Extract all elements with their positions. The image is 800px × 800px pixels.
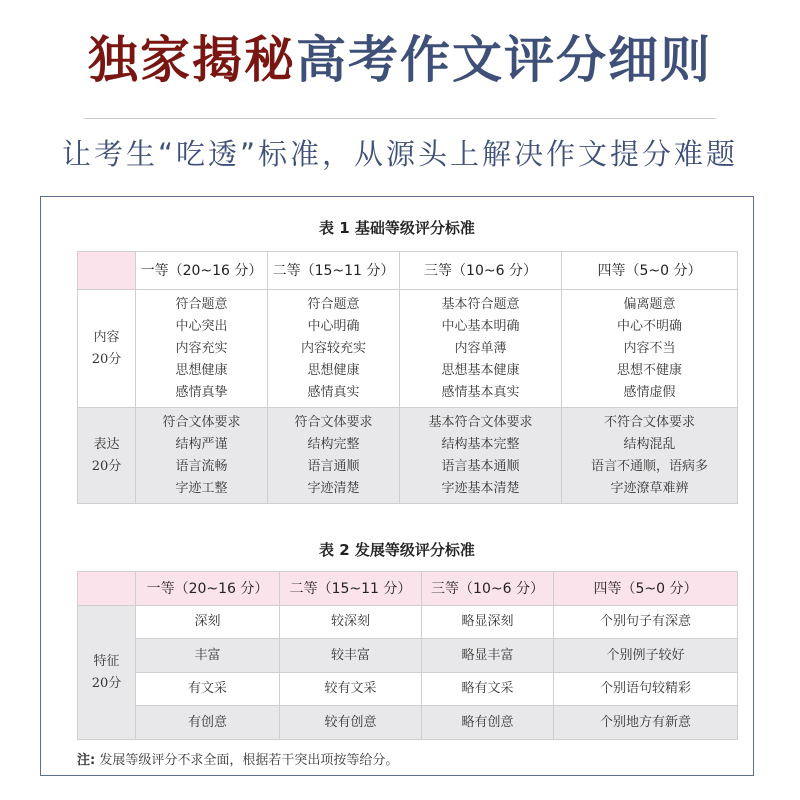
subtitle: 让考生“吃透”标准，从源头上解决作文提分难题 [61, 137, 739, 171]
table2-cell: 较丰富 [280, 639, 422, 673]
table1-row-label-content: 内容 20分 [78, 290, 136, 408]
table1-row-expression [78, 408, 738, 504]
table1-corner [78, 252, 136, 290]
table2-cell: 个别例子较好 [554, 639, 738, 673]
table2-cell: 个别地方有新意 [554, 706, 738, 740]
table1-cell: 基本符合文体要求 结构基本完整 语言基本通顺 字迹基本清楚 [400, 408, 562, 504]
table2-cell: 较有创意 [280, 706, 422, 740]
table1 [77, 251, 738, 504]
table2-corner [78, 572, 136, 606]
table2-col-1: 一等（20~16 分） [136, 572, 280, 606]
table2-row [78, 706, 738, 740]
table1-caption: 表 1 基础等级评分标准 [319, 219, 475, 237]
table1-cell: 不符合文体要求 结构混乱 语言不通顺，语病多 字迹潦草难辨 [562, 408, 738, 504]
table2-cell: 略有文采 [422, 673, 554, 706]
table2-row [78, 673, 738, 706]
title-red-part: 独家揭秘 [88, 30, 296, 89]
table1-cell: 基本符合题意 中心基本明确 内容单薄 思想基本健康 感情基本真实 [400, 290, 562, 408]
table1-col-3: 三等（10~6 分） [400, 252, 562, 290]
table1-row-label-expression: 表达 20分 [78, 408, 136, 504]
table1-row-content [78, 290, 738, 408]
table2-cell: 有创意 [136, 706, 280, 740]
table2-row [78, 606, 738, 639]
page-title [0, 30, 800, 90]
table1-cell: 符合题意 中心明确 内容较充实 思想健康 感情真实 [268, 290, 400, 408]
table1-cell: 偏离题意 中心不明确 内容不当 思想不健康 感情虚假 [562, 290, 738, 408]
title-divider [84, 118, 716, 119]
table2-col-3: 三等（10~6 分） [422, 572, 554, 606]
scoring-panel [40, 196, 754, 776]
table2-cell: 个别语句较精彩 [554, 673, 738, 706]
table2-row-label-feature: 特征 20分 [78, 606, 136, 740]
table2-header-row [78, 572, 738, 606]
table2-cell: 丰富 [136, 639, 280, 673]
table2-caption: 表 2 发展等级评分标准 [319, 541, 475, 559]
title-blue-part: 高考作文评分细则 [296, 30, 712, 89]
table2-cell: 略显深刻 [422, 606, 554, 639]
table1-col-2: 二等（15~11 分） [268, 252, 400, 290]
table2 [77, 571, 738, 740]
table2-cell: 较深刻 [280, 606, 422, 639]
table2-col-2: 二等（15~11 分） [280, 572, 422, 606]
table1-col-4: 四等（5~0 分） [562, 252, 738, 290]
table2-col-4: 四等（5~0 分） [554, 572, 738, 606]
table2-cell: 略显丰富 [422, 639, 554, 673]
table2-cell: 深刻 [136, 606, 280, 639]
table2-row [78, 639, 738, 673]
footnote [77, 749, 398, 768]
table1-col-1: 一等（20~16 分） [136, 252, 268, 290]
table2-cell: 个别句子有深意 [554, 606, 738, 639]
footnote-prefix: 注: [77, 753, 96, 768]
table1-cell: 符合题意 中心突出 内容充实 思想健康 感情真挚 [136, 290, 268, 408]
footnote-text: 发展等级评分不求全面，根据若干突出项按等给分。 [99, 753, 399, 768]
table1-header-row [78, 252, 738, 290]
table2-cell: 略有创意 [422, 706, 554, 740]
table2-cell: 较有文采 [280, 673, 422, 706]
table1-cell: 符合文体要求 结构严谨 语言流畅 字迹工整 [136, 408, 268, 504]
table1-cell: 符合文体要求 结构完整 语言通顺 字迹清楚 [268, 408, 400, 504]
table2-cell: 有文采 [136, 673, 280, 706]
